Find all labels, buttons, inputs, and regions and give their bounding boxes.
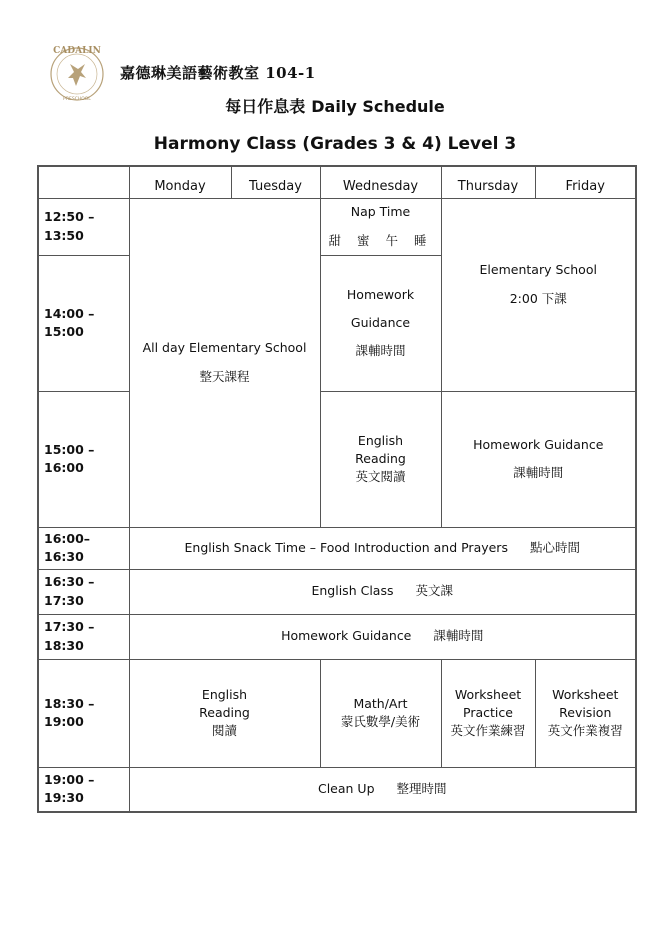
day-monday: Monday [129, 166, 231, 198]
time-cell: 18:30 –19:00 [38, 659, 129, 767]
class-title: Harmony Class (Grades 3 & 4) Level 3 [153, 134, 517, 154]
time-cell: 14:00 –15:00 [38, 255, 129, 391]
nap-time-cell: Nap Time 甜 蜜 午 睡 [320, 198, 441, 255]
homework-guidance-cell: Homework Guidance 課輔時間 [441, 391, 636, 527]
time-cell: 17:30 –18:30 [38, 614, 129, 659]
all-day-elementary-cell: All day Elementary School 整天課程 [129, 198, 320, 527]
svg-text:PRESCHOOL: PRESCHOOL [63, 97, 91, 102]
worksheet-practice-cell: Worksheet Practice 英文作業練習 [441, 659, 535, 767]
corner-cell [38, 166, 129, 198]
day-header-row [38, 166, 636, 198]
homework-guidance-cell: Homework Guidance 課輔時間 [129, 614, 636, 659]
english-reading-cell: English Reading 英文閱讀 [320, 391, 441, 527]
schedule-table [37, 165, 637, 813]
schedule-row [38, 659, 636, 767]
day-tuesday: Tuesday [231, 166, 320, 198]
time-cell: 16:00–16:30 [38, 527, 129, 569]
schedule-row [38, 569, 636, 614]
snack-time-cell: English Snack Time – Food Introduction and Prayers 點心時間 [129, 527, 636, 569]
time-cell: 16:30 –17:30 [38, 569, 129, 614]
schedule-row [38, 391, 636, 527]
clean-up-cell: Clean Up 整理時間 [129, 767, 636, 812]
svg-text:CADALIN: CADALIN [53, 46, 101, 56]
time-cell: 19:00 –19:30 [38, 767, 129, 812]
homework-guidance-cell: Homework Guidance 課輔時間 [320, 255, 441, 391]
schedule-row [38, 614, 636, 659]
schedule-title-en: Daily Schedule [311, 97, 445, 116]
elementary-school-cell: Elementary School 2:00 下課 [441, 198, 636, 391]
math-art-cell: Math/Art 蒙氏數學/美術 [320, 659, 441, 767]
day-friday: Friday [535, 166, 636, 198]
english-reading-cell: English Reading 閱讀 [129, 659, 320, 767]
day-thursday: Thursday [441, 166, 535, 198]
schedule-title-zh: 每日作息表 [225, 97, 306, 116]
schedule-row [38, 767, 636, 812]
schedule-row [38, 527, 636, 569]
schedule-title [0, 94, 670, 117]
schedule-row [38, 198, 636, 255]
english-class-cell: English Class 英文課 [129, 569, 636, 614]
org-title: 嘉德琳美語藝術教室 104-1 [120, 64, 316, 82]
worksheet-revision-cell: Worksheet Revision 英文作業複習 [535, 659, 636, 767]
day-wednesday: Wednesday [320, 166, 441, 198]
time-cell: 12:50 –13:50 [38, 198, 129, 255]
time-cell: 15:00 –16:00 [38, 391, 129, 527]
